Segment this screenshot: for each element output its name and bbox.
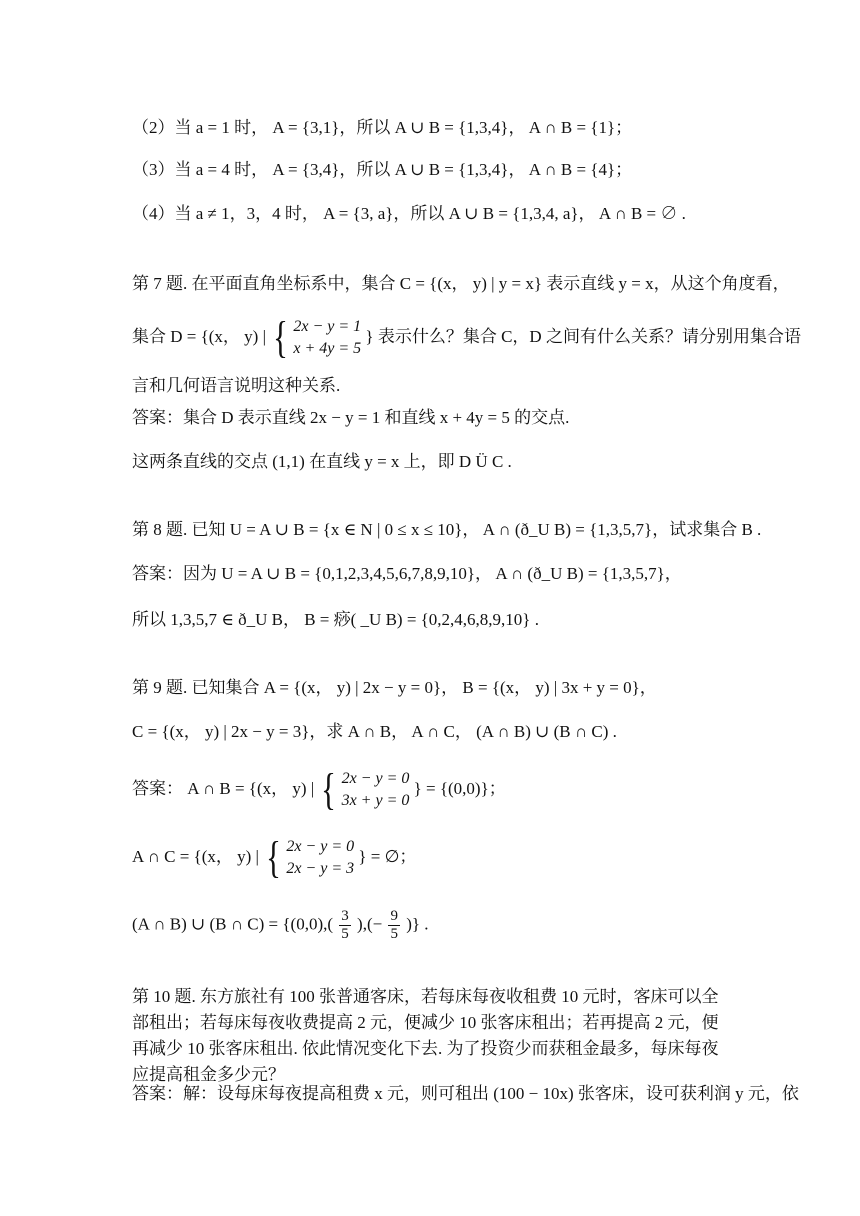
q9-ans2-prefix: A ∩ C = {(x， y) | bbox=[132, 846, 259, 866]
case-3-line: （3）当 a = 4 时， A = {3,4}，所以 A ∪ B = {1,3,4}， A ∩ B = {4}； bbox=[132, 160, 633, 179]
fraction-numerator: 3 bbox=[341, 908, 349, 924]
left-brace: { bbox=[321, 765, 337, 814]
q10-stem-paragraph: 第 10 题. 东方旅社有 100 张普通客床，若每床每夜收租费 10 元时，客床可以全部租出；若每床每夜收费提高 2 元，便减少 10 张客床租出；若再提高 2 元，便再减少 10 张客床租出. 依此情况变化下去. 为了投资少而获租金最多，每床每夜应提高租金多少元？ bbox=[132, 987, 719, 1084]
q7-set-d-suffix: } 表示什么？集合 C，D 之间有什么关系？请分别用集合语 bbox=[365, 326, 801, 346]
q9-ans3-prefix: (A ∩ B) ∪ (B ∩ C) = {(0,0),( bbox=[132, 914, 334, 934]
q7-equation-2: x + 4y = 5 bbox=[293, 340, 362, 357]
q9-stem-line-1: 第 9 题. 已知集合 A = {(x， y) | 2x − y = 0}， B = {(x， y) | 3x + y = 0}， bbox=[132, 678, 657, 697]
fraction-denominator: 5 bbox=[390, 926, 398, 942]
q8-stem-line: 第 8 题. 已知 U = A ∪ B = {x ∈ N | 0 ≤ x ≤ 10}， A ∩ (ð_U B) = {1,3,5,7}，试求集合 B . bbox=[132, 520, 762, 539]
q9-ans2-system bbox=[263, 833, 355, 882]
q7-equation-1: 2x − y = 1 bbox=[293, 318, 362, 335]
q7-set-d-prefix: 集合 D = {(x， y) | bbox=[132, 326, 266, 346]
q7-answer-line-2: 这两条直线的交点 (1,1) 在直线 y = x 上，即 D Ü C . bbox=[132, 452, 512, 471]
q7-stem-line-1: 第 7 题. 在平面直角坐标系中，集合 C = {(x， y) | y = x} 表示直线 y = x，从这个角度看， bbox=[132, 274, 790, 293]
q9-ans1-system bbox=[318, 765, 410, 814]
q8-answer-line-1: 答案：因为 U = A ∪ B = {0,1,2,3,4,5,6,7,8,9,10}， A ∩ (ð_U B) = {1,3,5,7}， bbox=[132, 564, 682, 583]
q9-ans3-middle: ),(− bbox=[357, 914, 383, 934]
q9-stem-line-2: C = {(x， y) | 2x − y = 3}，求 A ∩ B， A ∩ C， (A ∩ B) ∪ (B ∩ C) . bbox=[132, 722, 617, 741]
fraction-numerator: 9 bbox=[390, 908, 398, 924]
q9-answer-a-intersect-b bbox=[132, 765, 506, 814]
q9-answer-union bbox=[132, 908, 429, 943]
fraction-denominator: 5 bbox=[341, 926, 349, 942]
fraction-3-over-5 bbox=[339, 908, 351, 943]
q7-stem-line-2 bbox=[132, 313, 801, 362]
case-4-line: （4）当 a ≠ 1，3，4 时， A = {3, a}，所以 A ∪ B = {1,3,4, a}， A ∩ B = ∅ . bbox=[132, 204, 686, 223]
q9-ans3-suffix: )} . bbox=[406, 914, 429, 934]
fraction-9-over-5 bbox=[388, 908, 400, 943]
q7-equation-system bbox=[270, 313, 362, 362]
left-brace: { bbox=[273, 313, 289, 362]
q9-ans2-equation-2: 2x − y = 3 bbox=[286, 860, 355, 877]
left-brace: { bbox=[266, 833, 282, 882]
q9-ans1-prefix: 答案： A ∩ B = {(x， y) | bbox=[132, 778, 315, 798]
case-2-line: （2）当 a = 1 时， A = {3,1}，所以 A ∪ B = {1,3,4}， A ∩ B = {1}； bbox=[132, 118, 633, 137]
q8-answer-line-2: 所以 1,3,5,7 ∈ ð_U B， B = 痧( _U B) = {0,2,4,6,8,9,10} . bbox=[132, 610, 539, 629]
q9-ans2-suffix: } = ∅； bbox=[358, 846, 417, 866]
q7-stem-line-3: 言和几何语言说明这种关系. bbox=[132, 376, 341, 395]
q9-ans1-equation-2: 3x + y = 0 bbox=[341, 792, 410, 809]
q9-ans2-equation-1: 2x − y = 0 bbox=[286, 838, 355, 855]
q9-ans1-suffix: } = {(0,0)}； bbox=[413, 778, 506, 798]
q9-answer-a-intersect-c bbox=[132, 833, 417, 882]
q7-answer-line-1: 答案：集合 D 表示直线 2x − y = 1 和直线 x + 4y = 5 的交点. bbox=[132, 408, 570, 427]
q9-ans1-equation-1: 2x − y = 0 bbox=[341, 770, 410, 787]
q10-answer-line: 答案：解：设每床每夜提高租费 x 元，则可租出 (100 − 10x) 张客床，设可获利润 y 元，依 bbox=[132, 1084, 799, 1103]
